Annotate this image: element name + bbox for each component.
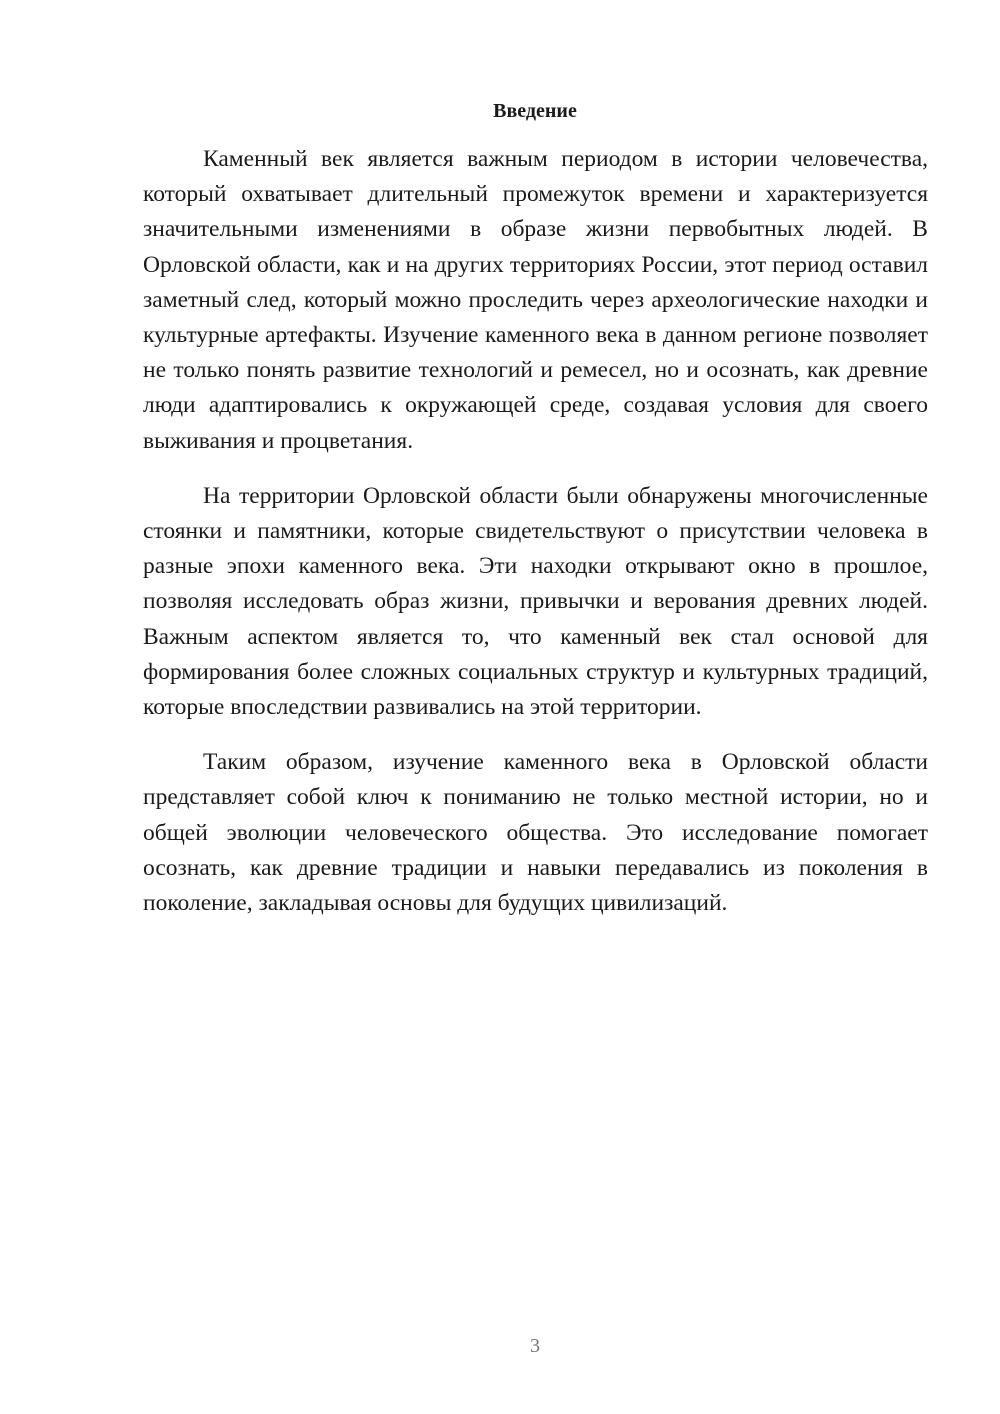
paragraph-2: На территории Орловской области были обнаружены многочисленные стоянки и памятники, которые свидетельствуют о присутствии человека в разные эпохи каменного века. Эти находки открывают окно в прошлое, позволяя исследовать образ жизни, привычки и верования древних людей. Важным аспектом является то, что каменный век стал основой для формирования более сложных социальных структур и культурных традиций, которые впоследствии развивались на этой территории. [143, 482, 928, 721]
document-body [143, 142, 928, 941]
paragraph-1: Каменный век является важным периодом в истории человечества, который охватывает длительный промежуток времени и характеризуется значительными изменениями в образе жизни первобытных людей. В Орловской области, как и на других территориях России, этот период оставил заметный след, который можно проследить через археологические находки и культурные артефакты. Изучение каменного века в данном регионе позволяет не только понять развитие технологий и ремесел, но и осознать, как древние люди адаптировались к окружающей среде, создавая условия для своего выживания и процветания. [143, 146, 928, 454]
page-number: 3 [530, 1335, 540, 1357]
paragraph-3: Таким образом, изучение каменного века в Орловской области представляет собой ключ к пониманию не только местной истории, но и общей эволюции человеческого общества. Это исследование помогает осознать, как древние традиции и навыки передавались из поколения в поколение, закладывая основы для будущих цивилизаций. [143, 749, 928, 917]
section-title: Введение [493, 100, 577, 122]
